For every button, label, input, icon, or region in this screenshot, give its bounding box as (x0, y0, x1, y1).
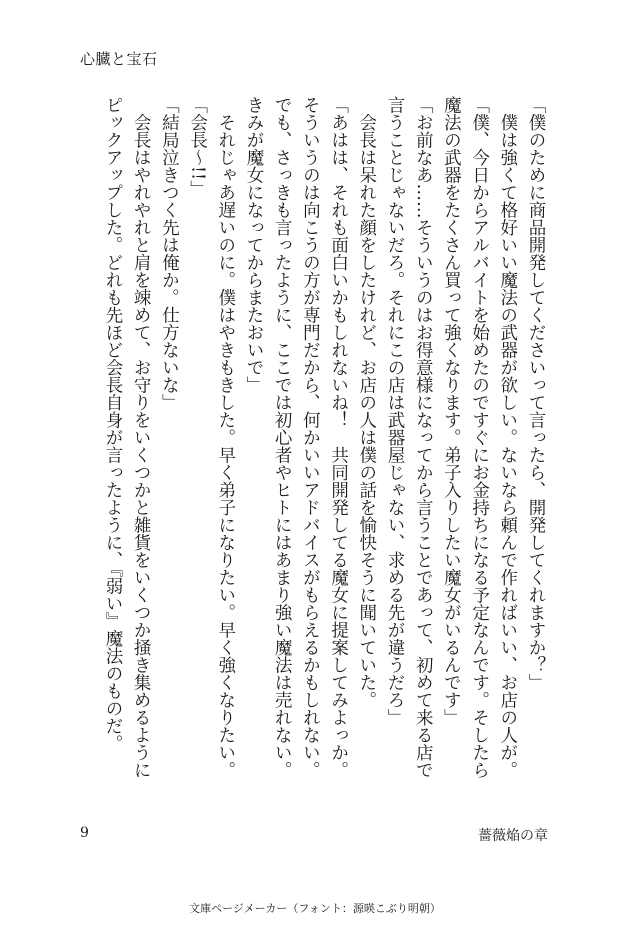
text-line: でも、さっきも言ったように、ここでは初心者やヒトにはあまり強い魔法は売れない。 (272, 96, 293, 779)
body-text (80, 96, 550, 816)
text-line: 「僕、今日からアルバイトを始めたのですぐにお金持ちになる予定なんです。そしたら (469, 96, 490, 779)
generator-credit: 文庫ページメーカー（フォント：源暎こぶり明朝） (189, 902, 441, 915)
text-line: 言うことじゃないだろ。それにこの店は武器屋じゃない、求める先が違うだろ」 (384, 96, 405, 726)
running-header-title: 心臓と宝石 (80, 50, 158, 68)
text-line: そういうのは向こうの方が専門だから、何かいいアドバイスがもらえるかもしれない。 (300, 96, 321, 779)
text-line: 「僕のために商品開発してくださいって言ったら、開発してくれますか？」 (526, 96, 546, 691)
text-line: 「会長〜!!」 (187, 96, 208, 198)
text-line: 「あはは、それも面白いかもしれないね！ 共同開発してる魔女に提案してみよっか。 (328, 96, 349, 779)
text-line: それじゃあ遅いのに。僕はやきもきした。早く弟子になりたい。早く強くなりたい。 (215, 96, 236, 779)
page-number: 9 (80, 825, 89, 841)
text-line: 「お前なあ……そういうのはお得意様になってから言うことであって、初めて来る店で (413, 96, 434, 779)
chapter-title: 薔薇焔の章 (478, 828, 548, 844)
text-line: 「結局泣きつく先は俺か。仕方ないな」 (159, 96, 180, 411)
text-line: 魔法の武器をたくさん買って強くなります。弟子入りしたい魔女がいるんです」 (441, 96, 462, 726)
text-line: 僕は強くて格好いい魔法の武器が欲しい。ないなら頼んで作ればいい、お店の人が。 (497, 96, 518, 779)
text-line: ピックアップした。どれも先ほど会長自身が言ったように、『弱い』魔法のものだ。 (102, 96, 123, 753)
vertical-text-block (80, 96, 550, 816)
text-line: 会長は呆れた顔をしたけれど、お店の人は僕の話を愉快そうに聞いていた。 (356, 96, 377, 709)
text-line: きみが魔女になってからまたおいで」 (243, 96, 264, 394)
text-line: 会長はやれやれと肩を竦めて、お守りをいくつかと雑貨をいくつか掻き集めるように (131, 96, 152, 779)
